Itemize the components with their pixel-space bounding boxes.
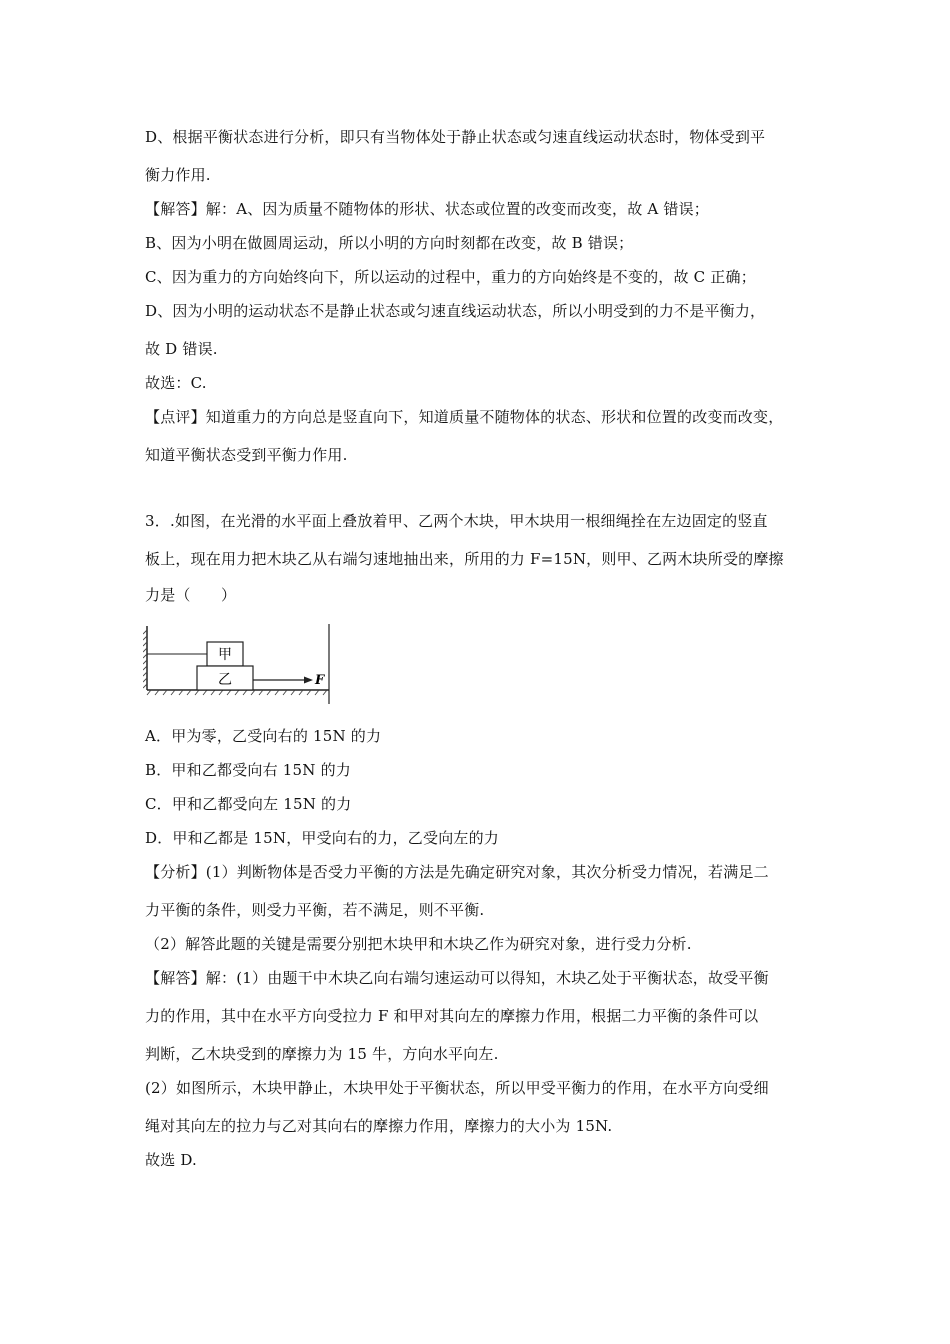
top-block-label: 甲 (218, 647, 232, 663)
question-stem: 力是（ ） (145, 586, 237, 604)
solution-line: 绳对其向左的拉力与乙对其向右的摩擦力作用，摩擦力的大小为 15N. (145, 1117, 613, 1135)
solution-line: D、根据平衡状态进行分析，即只有当物体处于静止状态或匀速直线运动状态时，物体受到平 (145, 128, 766, 146)
analysis-line: 【分析】(1）判断物体是否受力平衡的方法是先确定研究对象，其次分析受力情况，若满足二 (145, 863, 769, 881)
answer-line: B、因为小明在做圆周运动，所以小明的方向时刻都在改变，故 B 错误； (145, 234, 634, 252)
comment-line: 【点评】知道重力的方向总是竖直向下，知道质量不随物体的状态、形状和位置的改变而改变， (145, 408, 784, 426)
option-b: B．甲和乙都受向右 15N 的力 (145, 761, 351, 779)
force-arrow-head (304, 677, 313, 684)
force-label: F (315, 673, 325, 688)
analysis-line: 力平衡的条件，则受力平衡，若不满足，则不平衡. (145, 901, 485, 919)
blocks-diagram-svg (143, 624, 333, 706)
question-stem: 板上，现在用力把木块乙从右端匀速地抽出来，所用的力 F=15N，则甲、乙两木块所受的摩擦 (145, 550, 784, 568)
answer-line: 【解答】解：A、因为质量不随物体的形状、状态或位置的改变而改变，故 A 错误； (145, 200, 710, 218)
final-choice: 故选 D. (145, 1151, 198, 1169)
analysis-line: （2）解答此题的关键是需要分别把木块甲和木块乙作为研究对象，进行受力分析. (145, 935, 692, 953)
choice-line: 故选：C. (145, 374, 207, 392)
option-d: D．甲和乙都是 15N，甲受向右的力，乙受向左的力 (145, 829, 500, 847)
blocks-diagram (143, 624, 333, 706)
solution-line: 判断，乙木块受到的摩擦力为 15 牛，方向水平向左. (145, 1045, 499, 1063)
solution-line: 衡力作用. (145, 166, 211, 184)
option-a: A．甲为零，乙受向右的 15N 的力 (145, 727, 382, 745)
bottom-block-label: 乙 (218, 672, 232, 688)
answer-line: D、因为小明的运动状态不是静止状态或匀速直线运动状态，所以小明受到的力不是平衡力， (145, 302, 766, 320)
solution-line: 【解答】解：(1）由题干中木块乙向右端匀速运动可以得知，木块乙处于平衡状态，故受平衡 (145, 969, 769, 987)
question-stem: 3．.如图，在光滑的水平面上叠放着甲、乙两个木块，甲木块用一根细绳拴在左边固定的竖直 (145, 512, 768, 530)
option-c: C．甲和乙都受向左 15N 的力 (145, 795, 352, 813)
answer-line: C、因为重力的方向始终向下，所以运动的过程中，重力的方向始终是不变的，故 C 正确； (145, 268, 756, 286)
answer-line: 故 D 错误. (145, 340, 218, 358)
solution-line: (2）如图所示，木块甲静止，木块甲处于平衡状态，所以甲受平衡力的作用，在水平方向受细 (145, 1079, 769, 1097)
comment-line: 知道平衡状态受到平衡力作用. (145, 446, 348, 464)
solution-line: 力的作用，其中在水平方向受拉力 F 和甲对其向左的摩擦力作用，根据二力平衡的条件可以 (145, 1007, 759, 1025)
